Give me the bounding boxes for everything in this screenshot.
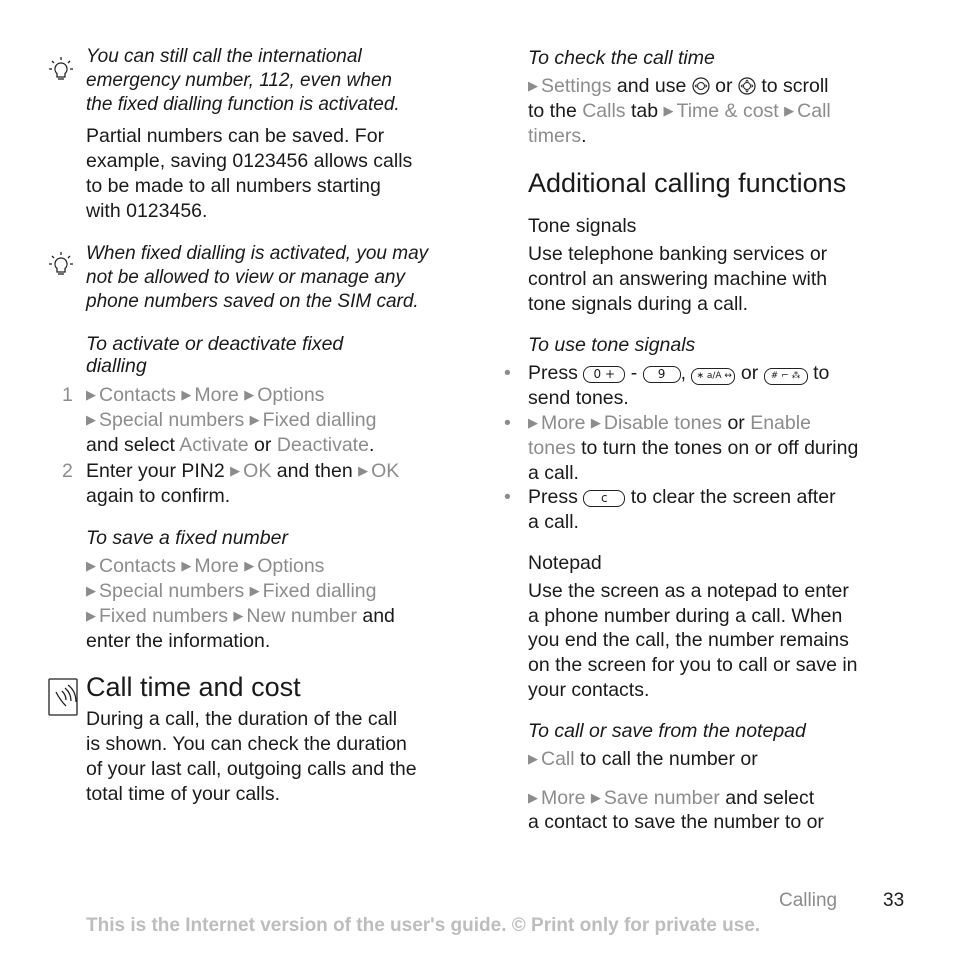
heading-call-save-notepad: To call or save from the notepad <box>528 720 806 742</box>
arrow-right-icon: ▶ <box>244 387 255 402</box>
arrow-right-icon: ▶ <box>181 558 192 573</box>
notepad-line-3: you end the call, the number remains <box>528 629 849 651</box>
arrow-right-icon: ▶ <box>528 790 538 805</box>
tone-bullet-3-line-1 <box>504 485 836 510</box>
text: to scroll <box>761 75 829 97</box>
text: . <box>581 125 587 147</box>
text: Enter your PIN2 <box>86 460 225 482</box>
text: and <box>362 605 395 627</box>
heading-use-tone-signals: To use tone signals <box>528 334 696 356</box>
partial-numbers-line-3: to be made to all numbers starting <box>86 175 381 197</box>
text: - <box>630 362 638 384</box>
arrow-right-icon: ▶ <box>590 790 601 805</box>
bullet: • <box>504 362 511 384</box>
menu-enable-tones[interactable]: Enable <box>750 412 811 434</box>
notepad-line-4: on the screen for you to call or save in <box>528 654 858 676</box>
lightbulb-tip-icon <box>48 251 74 279</box>
lightbulb-tip-icon <box>48 56 74 84</box>
tone-bullet-2-line-2 <box>528 436 858 461</box>
arrow-right-icon: ▶ <box>181 387 192 402</box>
text: to the <box>528 100 577 122</box>
heading-activate-line-1: To activate or deactivate fixed <box>86 333 344 355</box>
arrow-right-icon: ▶ <box>86 608 96 623</box>
heading-notepad: Notepad <box>528 552 602 574</box>
menu-timers[interactable]: timers <box>528 125 582 147</box>
save-line-3 <box>86 604 395 629</box>
call-time-line-1: During a call, the duration of the call <box>86 708 398 730</box>
tip-sim-line-1: When fixed dialling is activated, you may <box>86 243 429 264</box>
text: . <box>368 434 375 456</box>
notepad-call-line <box>528 747 758 772</box>
arrow-right-icon: ▶ <box>528 751 538 766</box>
notepad-line-5: your contacts. <box>528 679 650 701</box>
text: tab <box>630 100 659 122</box>
call-time-line-2: is shown. You can check the duration <box>86 733 407 755</box>
text: and then <box>276 460 353 482</box>
menu-special-numbers[interactable]: Special numbers <box>99 409 245 431</box>
heading-activate-line-2: dialling <box>86 355 147 377</box>
save-line-2 <box>86 579 376 604</box>
tip-emergency-line-3: the fixed dialling function is activated. <box>86 94 400 115</box>
arrow-right-icon: ▶ <box>784 103 795 118</box>
call-time-line-4: total time of your calls. <box>86 783 280 805</box>
tip-sim-line-3: phone numbers saved on the SIM card. <box>86 291 419 312</box>
arrow-right-icon: ▶ <box>249 412 260 427</box>
menu-time-cost[interactable]: Time & cost <box>676 100 779 122</box>
partial-numbers-line-1: Partial numbers can be saved. For <box>86 125 385 147</box>
step-1-line-2 <box>86 408 376 433</box>
arrow-right-icon: ▶ <box>528 415 538 430</box>
menu-options[interactable]: Options <box>257 384 325 406</box>
heading-tone-signals: Tone signals <box>528 215 637 237</box>
arrow-right-icon: ▶ <box>358 463 369 478</box>
tone-line-2: control an answering machine with <box>528 268 828 290</box>
notepad-save-line-1 <box>528 786 814 811</box>
arrow-right-icon: ▶ <box>230 463 241 478</box>
phone-call-icon <box>48 678 78 716</box>
text: to clear the screen after <box>630 486 836 508</box>
menu-disable-tones[interactable]: Disable tones <box>603 412 723 434</box>
arrow-right-icon: ▶ <box>86 387 96 402</box>
tone-line-1: Use telephone banking services or <box>528 243 828 265</box>
menu-contacts[interactable]: Contacts <box>99 384 176 406</box>
menu-fixed-numbers[interactable]: Fixed numbers <box>99 605 228 627</box>
arrow-right-icon: ▶ <box>663 103 674 118</box>
arrow-right-icon: ▶ <box>244 558 255 573</box>
tone-line-3: tone signals during a call. <box>528 293 749 315</box>
arrow-right-icon: ▶ <box>590 415 601 430</box>
nav-key-scroll-icon <box>738 77 756 95</box>
footer-section-label: Calling <box>779 890 838 911</box>
arrow-right-icon: ▶ <box>86 412 96 427</box>
text: or <box>740 362 759 384</box>
text: to turn the tones on or off during <box>581 437 859 459</box>
text: Press <box>528 486 578 508</box>
menu-call[interactable]: Call <box>541 748 575 770</box>
partial-numbers-line-4: with 0123456. <box>86 200 208 222</box>
menu-settings[interactable]: Settings <box>541 75 612 97</box>
text: or <box>727 412 745 434</box>
nav-key-left-right-icon <box>692 77 710 95</box>
menu-special-numbers[interactable]: Special numbers <box>99 580 245 602</box>
arrow-right-icon: ▶ <box>233 608 244 623</box>
tip-emergency-line-2: emergency number, 112, even when <box>86 70 392 91</box>
text: to call the number or <box>580 748 758 770</box>
menu-options[interactable]: Options <box>257 555 325 577</box>
key-9-icon: 9 <box>643 366 681 383</box>
menu-more[interactable]: More <box>194 384 239 406</box>
text: and use <box>616 75 687 97</box>
arrow-right-icon: ▶ <box>86 583 96 598</box>
bullet: • <box>504 486 511 508</box>
notepad-save-line-2: a contact to save the number to or <box>528 811 824 833</box>
menu-more[interactable]: More <box>541 787 586 809</box>
tone-bullet-1-line-1 <box>504 361 830 386</box>
menu-new-number[interactable]: New number <box>246 605 357 627</box>
page-number: 33 <box>883 890 905 911</box>
footer-disclaimer: This is the Internet version of the user's guide. © Print only for private use. <box>86 915 761 936</box>
text: and select <box>725 787 815 809</box>
menu-ok[interactable]: OK <box>243 460 272 482</box>
check-line-1 <box>528 74 829 99</box>
notepad-line-2: a phone number during a call. When <box>528 605 843 627</box>
menu-save-number[interactable]: Save number <box>603 787 720 809</box>
tone-bullet-1-line-2: send tones. <box>528 387 629 409</box>
text: or <box>254 434 272 456</box>
bullet: • <box>504 412 511 434</box>
key-c-icon: c <box>583 490 625 507</box>
text: or <box>715 75 733 97</box>
menu-deactivate[interactable]: Deactivate <box>276 434 369 456</box>
arrow-right-icon: ▶ <box>249 583 260 598</box>
text: Press <box>528 362 578 384</box>
menu-ok[interactable]: OK <box>371 460 400 482</box>
arrow-right-icon: ▶ <box>86 558 96 573</box>
menu-fixed-dialling[interactable]: Fixed dialling <box>262 409 377 431</box>
text: , <box>680 362 687 384</box>
menu-fixed-dialling[interactable]: Fixed dialling <box>262 580 377 602</box>
save-line-1 <box>86 554 324 579</box>
partial-numbers-line-2: example, saving 0123456 allows calls <box>86 150 413 172</box>
step-number: 2 <box>62 460 73 482</box>
save-line-4: enter the information. <box>86 630 271 652</box>
tone-bullet-2-line-3: a call. <box>528 462 579 484</box>
menu-calls[interactable]: Calls <box>582 100 626 122</box>
text: and select <box>86 434 175 456</box>
key-0-icon: 0 + <box>583 366 625 383</box>
menu-enable-tones[interactable]: tones <box>528 437 576 459</box>
menu-more[interactable]: More <box>541 412 586 434</box>
menu-activate[interactable]: Activate <box>179 434 249 456</box>
notepad-line-1: Use the screen as a notepad to enter <box>528 580 849 602</box>
text: to <box>813 362 830 384</box>
step-2-line-2: again to confirm. <box>86 485 231 507</box>
menu-contacts[interactable]: Contacts <box>99 555 176 577</box>
heading-call-time-cost: Call time and cost <box>86 672 301 702</box>
step-number: 1 <box>62 384 73 406</box>
check-line-3 <box>528 124 587 149</box>
check-line-2 <box>528 99 831 124</box>
step-1-line-1 <box>62 383 325 408</box>
tone-bullet-2-line-1 <box>504 411 811 436</box>
key-hash-icon: # ⌐ ⁂ <box>764 368 808 385</box>
heading-check-call-time: To check the call time <box>528 47 715 69</box>
menu-more[interactable]: More <box>194 555 239 577</box>
key-star-icon: ∗ a/A ↔ <box>691 368 735 385</box>
step-1-line-3 <box>86 433 374 458</box>
heading-save-fixed: To save a fixed number <box>86 527 288 549</box>
call-time-line-3: of your last call, outgoing calls and the <box>86 758 417 780</box>
arrow-right-icon: ▶ <box>528 78 538 93</box>
tip-sim-line-2: not be allowed to view or manage any <box>86 267 405 288</box>
menu-call[interactable]: Call <box>797 100 831 122</box>
tip-emergency-line-1: You can still call the international <box>86 46 362 67</box>
step-2-line-1 <box>62 459 400 484</box>
heading-additional-calling: Additional calling functions <box>528 168 847 198</box>
tone-bullet-3-line-2: a call. <box>528 511 579 533</box>
